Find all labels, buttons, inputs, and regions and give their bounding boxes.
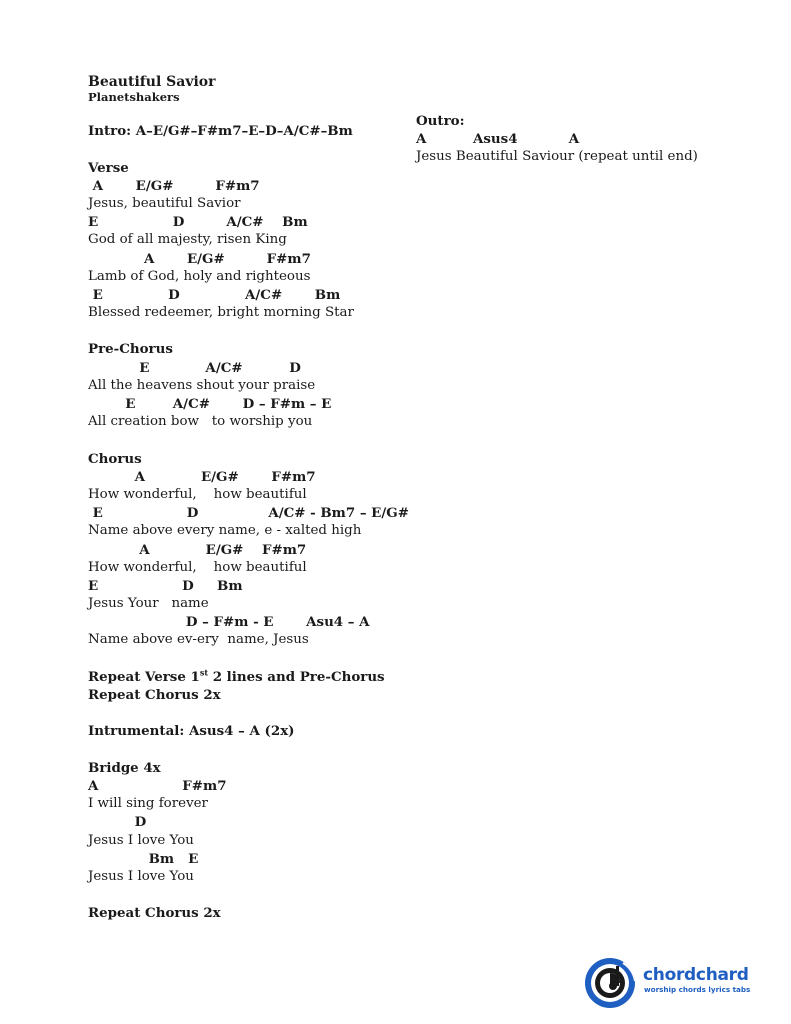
lyric-line: Jesus I love You xyxy=(88,832,194,848)
logo-name: chordchard xyxy=(643,965,749,985)
left-column xyxy=(88,74,408,922)
lyric-line: All the heavens shout your praise xyxy=(88,377,316,393)
chorus-label: Chorus xyxy=(88,450,142,467)
lyric-line: How wonderful, how beautiful xyxy=(88,559,307,575)
repeat-chorus-final: Repeat Chorus 2x xyxy=(88,905,221,922)
lyric-line: Name above ev-ery name, Jesus xyxy=(88,632,309,648)
repeat-chorus-note: Repeat Chorus 2x xyxy=(88,687,221,703)
chord-line: A E/G# F#m7 xyxy=(88,177,260,194)
lyric-line: Jesus Beautiful Saviour (repeat until end) xyxy=(416,149,698,165)
lyric-line: Lamb of God, holy and righteous xyxy=(88,268,311,284)
chord-line: E A/C# D xyxy=(88,359,301,376)
verse-label: Verse xyxy=(88,159,129,176)
song-artist: Planetshakers xyxy=(88,90,180,104)
lyric-line: God of all majesty, risen King xyxy=(88,232,287,248)
chordchard-logo[interactable] xyxy=(583,955,763,1011)
chord-line: A E/G# F#m7 xyxy=(88,468,316,485)
intro-line: Intro: A–E/G#–F#m7–E–D–A/C#–Bm xyxy=(88,123,353,140)
lyric-line: Jesus I love You xyxy=(88,868,194,884)
chord-line: A Asus4 A xyxy=(416,131,580,148)
chordchard-logo-icon xyxy=(583,955,639,1011)
lyric-line: How wonderful, how beautiful xyxy=(88,486,307,502)
chord-line: E D Bm xyxy=(88,577,243,594)
lyric-line: Name above every name, e - xalted high xyxy=(88,523,362,539)
song-title: Beautiful Savior xyxy=(88,74,216,90)
chord-line: E D A/C# Bm xyxy=(88,286,341,303)
chord-line: D – F#m - E Asu4 – A xyxy=(88,614,370,631)
chord-line: D xyxy=(88,814,147,831)
chord-line: A E/G# F#m7 xyxy=(88,541,307,558)
chord-line: E D A/C# - Bm7 – E/G# xyxy=(88,505,409,522)
chord-line: Bm E xyxy=(88,850,199,867)
lyric-line: Blessed redeemer, bright morning Star xyxy=(88,305,354,321)
lyric-line: Jesus Your name xyxy=(88,596,209,612)
outro-label: Outro: xyxy=(416,113,465,129)
bridge-label: Bridge 4x xyxy=(88,759,161,776)
right-column xyxy=(416,112,776,167)
chord-line: E D A/C# Bm xyxy=(88,214,308,231)
lyric-line: I will sing forever xyxy=(88,796,208,812)
lyric-line: All creation bow to worship you xyxy=(88,414,313,430)
lyric-line: Jesus, beautiful Savior xyxy=(88,195,241,211)
chord-line: A E/G# F#m7 xyxy=(88,250,311,267)
prechorus-label: Pre-Chorus xyxy=(88,341,173,358)
instrumental-line: Intrumental: Asus4 – A (2x) xyxy=(88,723,295,740)
logo-tagline: worship chords lyrics tabs xyxy=(644,985,751,994)
chord-line: A F#m7 xyxy=(88,777,227,794)
repeat-verse-note: Repeat Verse 1st 2 lines and Pre-Chorus xyxy=(88,667,385,685)
chord-line: E A/C# D – F#m – E xyxy=(88,396,332,412)
